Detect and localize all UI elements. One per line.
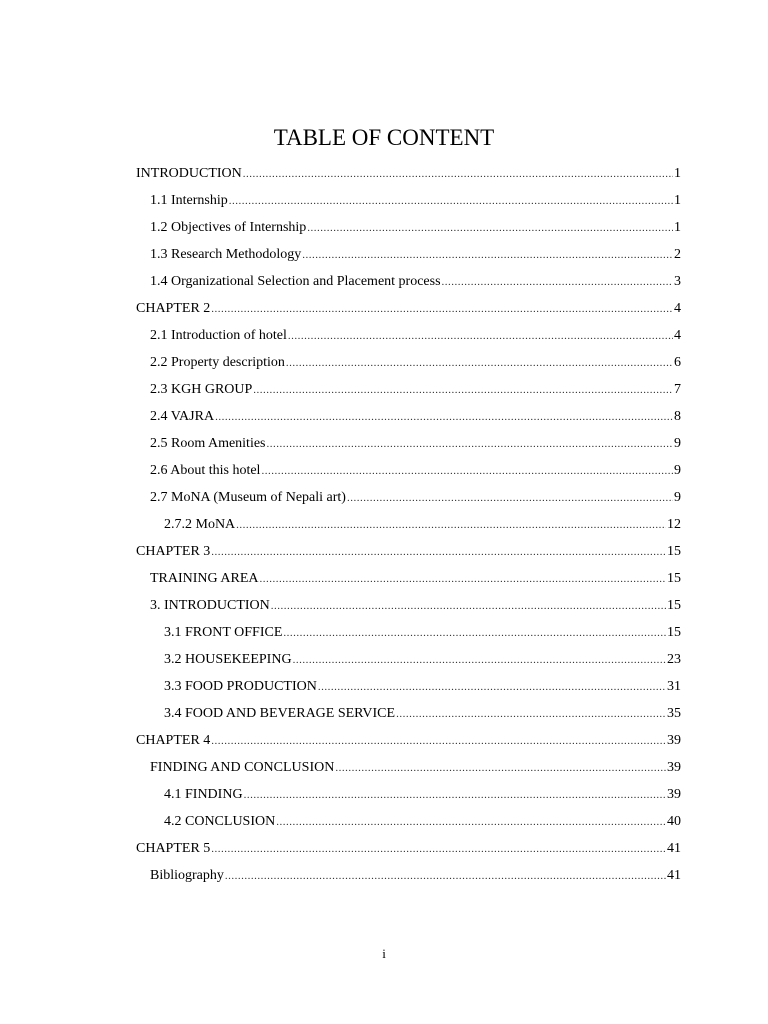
toc-entry-label: 3.4 FOOD AND BEVERAGE SERVICE [164, 706, 396, 721]
toc-entry-page: 1 [674, 166, 681, 181]
toc-entry-label: 3.2 HOUSEKEEPING [164, 652, 292, 667]
toc-entry[interactable] [136, 781, 681, 808]
toc-entry[interactable] [136, 160, 681, 187]
toc-entry[interactable] [136, 538, 681, 565]
toc-entry[interactable] [136, 322, 681, 349]
toc-entry-label: 2.7.2 MoNA [164, 517, 236, 532]
toc-entry[interactable] [136, 700, 681, 727]
toc-entry[interactable] [136, 295, 681, 322]
toc-entry-page: 31 [667, 679, 681, 694]
toc-entry-label: 2.2 Property description [150, 355, 285, 370]
toc-entry-page: 3 [674, 274, 681, 289]
toc-entry-page: 8 [674, 409, 681, 424]
toc-entry-page: 40 [667, 814, 681, 829]
toc-entry[interactable] [136, 592, 681, 619]
toc-entry[interactable] [136, 214, 681, 241]
toc-entry-page: 15 [667, 598, 681, 613]
toc-entry-page: 23 [667, 652, 681, 667]
toc-entry-page: 15 [667, 544, 681, 559]
toc-entry[interactable] [136, 808, 681, 835]
toc-entry[interactable] [136, 619, 681, 646]
toc-dot-leader [211, 539, 666, 566]
toc-entry-label: 2.6 About this hotel [150, 463, 261, 478]
toc-dot-leader [288, 323, 673, 350]
table-of-contents [136, 160, 681, 889]
toc-entry-page: 4 [674, 301, 681, 316]
toc-entry-label: 3.1 FRONT OFFICE [164, 625, 283, 640]
toc-entry-label: FINDING AND CONCLUSION [150, 760, 335, 775]
toc-entry-label: INTRODUCTION [136, 166, 242, 181]
toc-entry-page: 12 [667, 517, 681, 532]
toc-dot-leader [211, 836, 666, 863]
toc-entry-label: 2.3 KGH GROUP [150, 382, 253, 397]
toc-entry-page: 39 [667, 733, 681, 748]
toc-entry-page: 41 [667, 868, 681, 883]
toc-entry-page: 35 [667, 706, 681, 721]
toc-entry[interactable] [136, 484, 681, 511]
toc-dot-leader [307, 215, 673, 242]
toc-entry-label: TRAINING AREA [150, 571, 259, 586]
toc-entry[interactable] [136, 430, 681, 457]
toc-entry[interactable] [136, 646, 681, 673]
toc-entry-label: 2.7 MoNA (Museum of Nepali art) [150, 490, 346, 505]
toc-entry-label: 4.1 FINDING [164, 787, 243, 802]
toc-dot-leader [335, 755, 666, 782]
toc-entry-label: 3.3 FOOD PRODUCTION [164, 679, 317, 694]
toc-entry[interactable] [136, 241, 681, 268]
toc-entry[interactable] [136, 565, 681, 592]
toc-entry-page: 39 [667, 760, 681, 775]
toc-dot-leader [286, 350, 673, 377]
toc-entry-page: 9 [674, 463, 681, 478]
toc-dot-leader [347, 485, 673, 512]
toc-dot-leader [211, 728, 666, 755]
toc-entry[interactable] [136, 511, 681, 538]
toc-dot-leader [211, 296, 673, 323]
toc-dot-leader [442, 269, 673, 296]
toc-entry-page: 15 [667, 571, 681, 586]
toc-entry-label: 4.2 CONCLUSION [164, 814, 276, 829]
toc-entry-label: 2.1 Introduction of hotel [150, 328, 287, 343]
toc-entry-label: CHAPTER 4 [136, 733, 211, 748]
toc-dot-leader [283, 620, 666, 647]
page-number: i [382, 946, 386, 961]
toc-entry-label: 1.2 Objectives of Internship [150, 220, 307, 235]
toc-entry-label: 3. INTRODUCTION [150, 598, 270, 613]
toc-entry[interactable] [136, 187, 681, 214]
toc-entry[interactable] [136, 862, 681, 889]
toc-entry-page: 7 [674, 382, 681, 397]
toc-entry[interactable] [136, 673, 681, 700]
toc-entry-label: CHAPTER 2 [136, 301, 211, 316]
toc-entry[interactable] [136, 754, 681, 781]
toc-entry[interactable] [136, 403, 681, 430]
toc-entry[interactable] [136, 835, 681, 862]
toc-entry[interactable] [136, 349, 681, 376]
toc-dot-leader [253, 377, 673, 404]
toc-dot-leader [229, 188, 673, 215]
toc-dot-leader [243, 161, 673, 188]
toc-dot-leader [318, 674, 666, 701]
toc-entry-page: 2 [674, 247, 681, 262]
toc-entry-page: 41 [667, 841, 681, 856]
toc-dot-leader [267, 431, 674, 458]
toc-entry-label: 2.5 Room Amenities [150, 436, 266, 451]
toc-dot-leader [236, 512, 666, 539]
toc-entry-label: 2.4 VAJRA [150, 409, 215, 424]
toc-dot-leader [271, 593, 666, 620]
toc-entry-page: 1 [674, 220, 681, 235]
toc-entry-page: 9 [674, 490, 681, 505]
toc-dot-leader [225, 863, 666, 890]
toc-dot-leader [261, 458, 673, 485]
toc-entry[interactable] [136, 727, 681, 754]
toc-entry[interactable] [136, 376, 681, 403]
toc-entry-page: 4 [674, 328, 681, 343]
page-title: TABLE OF CONTENT [273, 125, 495, 150]
toc-dot-leader [302, 242, 673, 269]
toc-entry-label: 1.3 Research Methodology [150, 247, 302, 262]
toc-entry-page: 9 [674, 436, 681, 451]
toc-entry-label: 1.1 Internship [150, 193, 228, 208]
toc-entry-page: 6 [674, 355, 681, 370]
toc-entry-page: 39 [667, 787, 681, 802]
toc-entry[interactable] [136, 268, 681, 295]
toc-entry-label: CHAPTER 5 [136, 841, 211, 856]
toc-dot-leader [396, 701, 666, 728]
toc-dot-leader [260, 566, 667, 593]
toc-dot-leader [293, 647, 666, 674]
toc-entry-page: 15 [667, 625, 681, 640]
toc-entry-label: Bibliography [150, 868, 224, 883]
toc-dot-leader [276, 809, 666, 836]
toc-dot-leader [215, 404, 673, 431]
toc-dot-leader [244, 782, 666, 809]
toc-entry-label: 1.4 Organizational Selection and Placement process [150, 274, 441, 289]
toc-entry[interactable] [136, 457, 681, 484]
toc-entry-label: CHAPTER 3 [136, 544, 211, 559]
toc-entry-page: 1 [674, 193, 681, 208]
